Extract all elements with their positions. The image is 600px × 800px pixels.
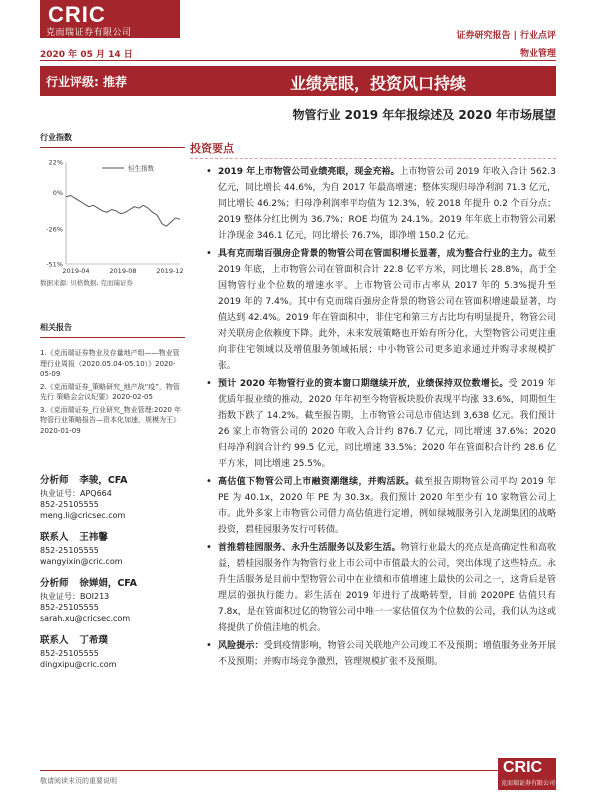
analyst-license: 执业证号：APQ664 [40, 489, 112, 498]
key-point-text: 受 2019 年优质年报业绩的推动，2020 年年初至今物管板块股价表现平均涨 33.6%，同期恒生指数下跌了 14.2%。截至报告期，上市物管公司总市值达到 3,638 亿元。我们预计 26 家上市物管公司的 2020 年收入合计约 876.7 亿元，同比增速 37.6%；2020 归母净利润合计约 99.5 亿元，同比增速 33.5%；2020 年在管面积合计约 28.6 亿平方米，同比增速 25.5%。 [218, 379, 556, 469]
analyst-license: 执业证号：BOI213 [40, 592, 110, 601]
analyst-phone: 852-25105555 [40, 649, 99, 658]
footer-note: 敬请阅读末页的重要说明 [40, 777, 117, 785]
key-point-lead: 预计 2020 年物管行业的资本窗口期继续开放，业绩保持双位数增长。 [218, 379, 509, 389]
x-tick-label: 2019-04 [62, 267, 90, 275]
x-tick-label: 2019-08 [109, 267, 137, 275]
key-point [190, 376, 580, 472]
industry-rating: 行业评级: 推荐 [46, 75, 127, 89]
key-points-heading: 投资要点 [190, 142, 234, 155]
heading-divider [190, 158, 556, 159]
key-point-text: 上市物管公司 2019 年收入合计 562.3 亿元，同比增长 44.6%，为自 2017 年最高增速；整体实现归母净利润 71.3 亿元，同比增长 46.2%；归母净利润率平均值为 12.3%，较 2018 年提升 0.2 个百分点；2019 整体分红比例为 36.7%；ROE 均值为 24.1%。2019 年年底上市物管公司累计净现金 346.1 亿元，同比增长 76.7%，即净增 150.2 亿元。 [218, 167, 556, 241]
key-point-text: 受到疫情影响，物管公司关联地产公司竣工不及预期；增值服务业务开展不及预期；并购市场竞争激烈，管理规模扩张不及预期。 [218, 641, 556, 667]
key-point-lead: 风险提示： [218, 641, 264, 651]
logo-subtext: 克而瑞证券有限公司 [46, 28, 132, 38]
logo-text: CRIC [48, 2, 106, 27]
key-point [190, 474, 580, 538]
sidebar [40, 132, 185, 669]
analyst-name: 李骏，CFA [79, 475, 128, 486]
analyst-phone: 852-25105555 [40, 500, 99, 509]
key-point-lead: 高估值下物管公司上市融资潮继续，并购活跃。 [218, 477, 415, 487]
analyst-phone: 852-25105555 [40, 546, 99, 555]
analyst-role: 分析师 [40, 475, 69, 486]
y-tick-label: -26% [46, 225, 63, 234]
analyst-card [40, 632, 185, 670]
analyst-role: 联系人 [40, 635, 69, 646]
key-point [190, 540, 580, 636]
headline: 业绩亮眼，投资风口持续 [290, 74, 467, 93]
analyst-role: 联系人 [40, 532, 69, 543]
analyst-card [40, 529, 185, 567]
key-point-lead: 具有克而瑞百强房企背景的物管公司在管面积增长显著，成为整合行业的主力。 [218, 249, 538, 259]
y-tick-label: 0% [52, 189, 63, 198]
key-point-text: 截至 2019 年底，上市物管公司在管面积合计 22.8 亿平方米，同比增长 28.8%，高于全国物管行业个位数的增速水平。上市物管公司市占率从 2017 年的 5.3%提升至 2019 年的 7.4%。其中有克而瑞百强房企背景的物管公司在管面积增速最显著，均值达到 42.4%。2019 年在管面积中，非住宅和第三方占比均有明显提升，物管公司对关联房企依赖度下降。此外，未来发展策略也开始有所分化，大型物管公司更注重向非住宅领域以及增值服务领域拓展；中小物管公司更多追求通过并购寻求规模扩张。 [218, 249, 556, 371]
key-point-text: 截至报告期物管公司平均 2019 年 PE 为 40.1x，2020 年 PE 为 30.3x。我们预计 2020 年至少有 10 家物管公司上市。此外多家上市物管公司借力高估值进行定增，例如绿城服务引入龙湖集团的战略投资，碧桂园服务发行可转债。 [218, 477, 556, 535]
legend-label: 恒生指数 [128, 164, 154, 173]
related-report-item[interactable]: 3.《克而瑞证券_行业研究_物业管理:2020 年物管行业策略报告—资本化加速，规模为王》2020-01-09 [40, 405, 182, 435]
y-tick-label: -51% [46, 260, 63, 269]
key-point [190, 246, 580, 374]
analyst-email[interactable]: meng.li@cricsec.com [40, 511, 126, 520]
header-divider [40, 60, 556, 61]
analyst-card [40, 575, 185, 624]
index-label: 行业指数 [40, 132, 185, 148]
key-point-text: 物管行业最大的亮点是高确定性和高收益，碧桂园服务作为物管行业上市公司中市值最大的公司，突出体现了这些特点。永升生活服务是目前中型物管公司中在业绩和市值增速上最快的公司之一，这背后是管理层的强执行能力。彩生活在 2019 年进行了战略转型，目前 2020PE 估值只有 7.8x，是在管面积过亿的物管公司中唯一一家估值仅为个位数的公司，我们认为这或将提供了价值洼地的机会。 [218, 543, 556, 633]
analyst-contacts [40, 472, 185, 678]
footer-divider [40, 770, 556, 771]
main-content [190, 140, 580, 667]
related-report-item[interactable]: 1.《克而瑞证券物业及存量地产组——物业管理行业周报（2020.05.04-05.10）》2020-05-09 [40, 349, 180, 378]
company-logo [40, 0, 180, 38]
title-banner [40, 66, 556, 96]
analyst-name: 王祎馨 [79, 532, 108, 543]
footer-logo [498, 758, 556, 790]
analyst-email[interactable]: sarah.xu@cricsec.com [40, 614, 131, 623]
related-report-item[interactable]: 2.《克而瑞证券_策略研究_地产战“疫”，物管先行 策略会会议纪要》2020-02-05 [40, 382, 180, 401]
key-point-lead: 首推碧桂园服务、永升生活服务以及彩生活。 [218, 543, 401, 553]
key-point-lead: 2019 年上市物管公司业绩亮眼，现金充裕。 [218, 167, 400, 177]
footer-logo-text: CRIC [503, 759, 543, 776]
doc-type: 证券研究报告 | 行业点评 [456, 31, 556, 41]
key-points-list [190, 164, 580, 672]
sector-label: 物业管理 [519, 49, 556, 59]
x-tick-label: 2019-12 [156, 267, 184, 275]
analyst-phone: 852-25105555 [40, 603, 99, 612]
analyst-email[interactable]: wangyixin@cric.com [40, 557, 123, 566]
analyst-name: 徐婵娟，CFA [79, 578, 138, 589]
index-chart [40, 152, 185, 292]
y-tick-label: 22% [48, 158, 63, 167]
key-point [190, 164, 580, 244]
related-reports-label: 相关报告 [40, 322, 185, 338]
footer-logo-subtext: 克而瑞证券有限公司 [501, 780, 556, 787]
key-point [190, 638, 580, 670]
related-reports-list [40, 348, 185, 438]
analyst-role: 分析师 [40, 578, 69, 589]
analyst-card [40, 472, 185, 521]
report-subtitle: 物管行业 2019 年年报综述及 2020 年市场展望 [292, 108, 556, 122]
chart-source: 数据来源: 贝格数据, 克而瑞证券 [40, 279, 133, 287]
analyst-email[interactable]: dingxipu@cric.com [40, 660, 117, 669]
analyst-name: 丁希璞 [79, 635, 108, 646]
series-line-hang-seng [66, 196, 180, 227]
report-date: 2020 年 05 月 14 日 [40, 50, 133, 60]
